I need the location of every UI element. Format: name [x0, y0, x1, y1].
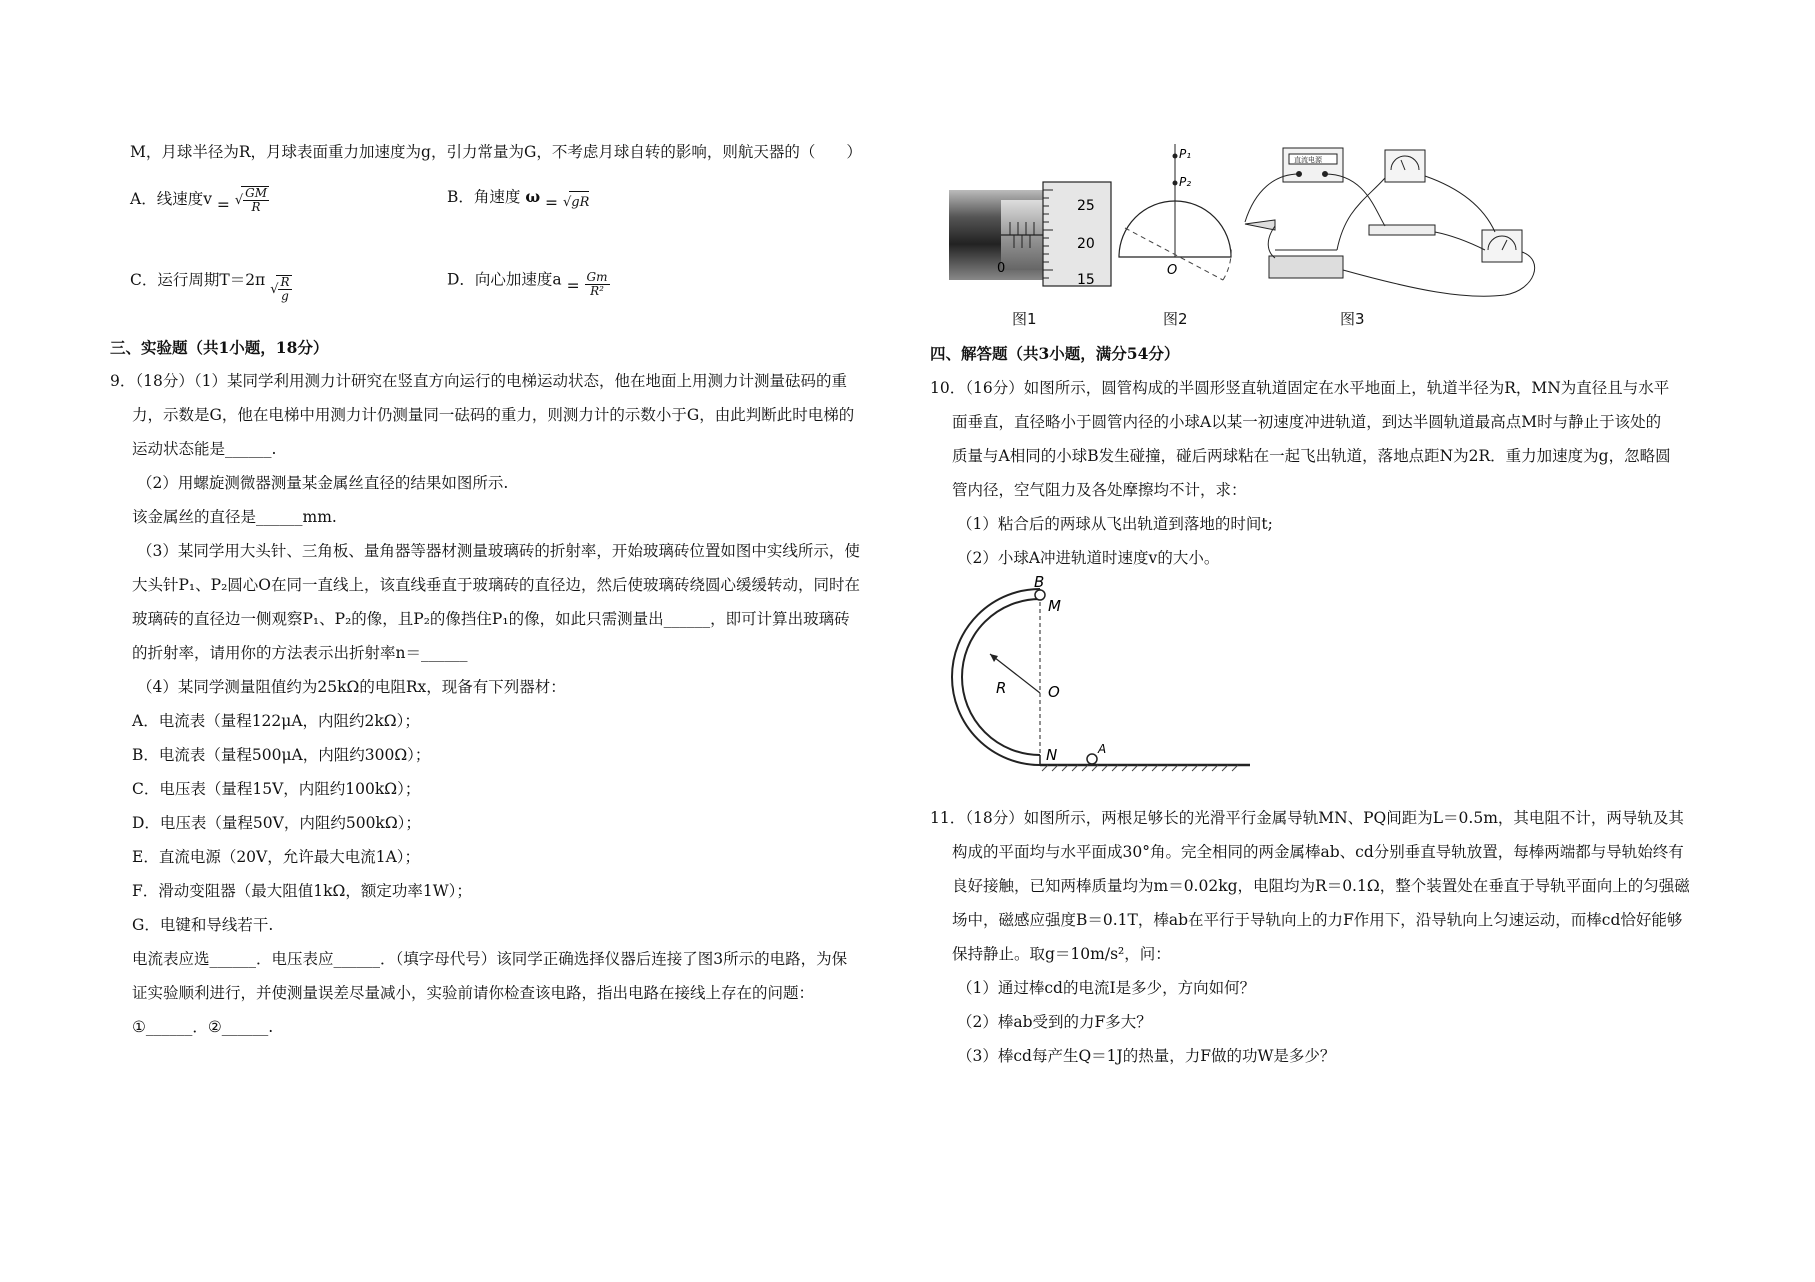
section-4-heading: 四、解答题（共3小题，满分54分） [930, 344, 1180, 363]
option-b-radicand: gR [569, 191, 589, 214]
q11-line-7: （2）棒ab受到的力F多大？ [957, 1013, 1152, 1031]
option-c-sqrt: √ $\frac{R}{g}$ [270, 275, 290, 303]
q9-line-20: ①______．②______. [132, 1018, 274, 1036]
q11-line-2: 构成的平面均与水平面成30°角。完全相同的两金属棒ab、cd分别垂直导轨放置，每棒两端都与导轨始终有 [952, 843, 1684, 861]
option-b-omega: ω [525, 187, 541, 206]
figure-2-caption: 图2 [1163, 310, 1188, 328]
ball-a [1087, 754, 1097, 764]
label-a: A [1098, 742, 1107, 756]
track-inner-wall [962, 599, 1040, 755]
q9-line-8: 玻璃砖的直径边一侧观察P₁、P₂的像，且P₂的像挡住P₁的像，如此只需测量出______，即可计算出玻璃砖 [132, 610, 850, 628]
micrometer-label-0: 0 [997, 261, 1006, 276]
q9-item-e: E．直流电源（20V，允许最大电流1A）； [132, 848, 421, 866]
q10-line-5: （1）粘合后的两球从飞出轨道到落地的时间t; [957, 515, 1273, 533]
q9-line-19: 证实验顺利进行，并使测量误差尽量减小，实验前请你检查该电路，指出电路在接线上存在的问题： [132, 984, 815, 1002]
micrometer-label-20: 20 [1077, 236, 1095, 252]
question-8-stem-end: M，月球半径为R，月球表面重力加速度为g，引力常量为G，不考虑月球自转的影响，则航天器的（ ） [130, 143, 862, 161]
voltmeter [1482, 230, 1522, 262]
ball-b [1035, 590, 1045, 600]
option-b-label: B．角速度 [447, 188, 521, 206]
label-r: R [996, 679, 1007, 697]
q11-line-3: 良好接触，已知两棒质量均为m＝0.02kg，电阻均为R＝0.1Ω，整个装置处在垂直于导轨平面向上的匀强磁 [952, 877, 1690, 895]
q10-line-4: 管内径，空气阻力及各处摩擦均不计，求： [952, 481, 1247, 499]
q9-line-18: 电流表应选______．电压表应______．（填字母代号）该同学正确选择仪器后连接了图3所示的电路，为保 [132, 950, 848, 968]
experiment-figures [945, 140, 1785, 330]
option-a-numerator: GM [245, 186, 267, 200]
q9-line-4: （2）用螺旋测微器测量某金属丝直径的结果如图所示. [137, 474, 509, 492]
q9-line-3: 运动状态能是______. [132, 440, 277, 458]
dc-power-supply [1283, 148, 1343, 182]
rheostat [1269, 256, 1343, 278]
label-m: M [1048, 597, 1061, 615]
q9-item-d: D．电压表（量程50V，内阻约500kΩ）； [132, 814, 421, 832]
q9-line-9: 的折射率，请用你的方法表示出折射率n＝______ [132, 644, 468, 662]
q9-item-a: A．电流表（量程122μA，内阻约2kΩ）； [132, 712, 420, 730]
pin-p2-label: P₂ [1179, 175, 1192, 189]
center-o-label: O [1167, 263, 1178, 278]
q10-line-2: 面垂直，直径略小于圆管内径的小球A以某一初速度冲进轨道，到达半圆轨道最高点M时与静止于该处的 [952, 413, 1662, 431]
label-o: O [1048, 683, 1060, 701]
micrometer-label-15: 15 [1077, 272, 1095, 288]
q9-line-5: 该金属丝的直径是______mm. [132, 508, 337, 526]
q9-line-10: （4）某同学测量阻值约为25kΩ的电阻Rx，现备有下列器材： [137, 678, 566, 696]
ammeter [1385, 150, 1425, 182]
option-d [447, 267, 610, 298]
option-d-denominator: R² [590, 284, 604, 298]
q9-line-7: 大头针P₁、P₂圆心O在同一直线上，该直线垂直于玻璃砖的直径边，然后使玻璃砖绕圆心缓缓转动，同时在 [132, 576, 860, 594]
option-b-sqrt: √gR [563, 191, 589, 214]
semicircle-track-figure [950, 575, 1250, 790]
option-a [130, 186, 269, 214]
option-b [447, 186, 589, 210]
q9-item-c: C．电压表（量程15V，内阻约100kΩ）； [132, 780, 421, 798]
label-b: B [1034, 575, 1045, 591]
option-a-sqrt: √ $\frac{GM}{R}$ [234, 186, 267, 214]
label-n: N [1046, 746, 1058, 764]
figure-1-caption: 图1 [1012, 310, 1037, 328]
q11-line-4: 场中，磁感应强度B＝0.1T，棒ab在平行于导轨向上的力F作用下，沿导轨向上匀速运动，而棒cd恰好能够 [952, 911, 1683, 929]
micrometer-figure [949, 182, 1111, 288]
q9-item-f: F．滑动变阻器（最大阻值1kΩ，额定功率1W）； [132, 882, 472, 900]
option-d-numerator: Gm [586, 270, 608, 284]
semicircle-glass-figure [1119, 144, 1231, 280]
option-a-label: A．线速度v [130, 190, 212, 208]
q11-line-1: 11．（18分）如图所示，两根足够长的光滑平行金属导轨MN、PQ间距为L＝0.5m，其电阻不计，两导轨及其 [930, 809, 1684, 827]
option-d-label: D．向心加速度a [447, 270, 562, 289]
q9-item-g: G．电键和导线若干. [132, 916, 274, 934]
track-outer-wall [952, 589, 1040, 765]
q11-line-5: 保持静止。取g＝10m/s²，问： [952, 945, 1171, 963]
option-a-denominator: R [251, 200, 261, 214]
q11-line-6: （1）通过棒cd的电流I是多少，方向如何？ [957, 979, 1256, 997]
option-c-label: C．运行周期T＝2π [130, 271, 266, 289]
option-c-numerator: R [280, 275, 290, 289]
resistor-rx [1369, 225, 1435, 235]
circuit-figure [1245, 148, 1535, 296]
option-c [130, 267, 292, 303]
q10-line-3: 质量与A相同的小球B发生碰撞，碰后两球粘在一起飞出轨道，落地点距N为2R．重力加速度为g，忽略圆 [952, 447, 1671, 465]
power-supply-label: 直流电源 [1294, 156, 1322, 164]
q9-line-6: （3）某同学用大头针、三角板、量角器等器材测量玻璃砖的折射率，开始玻璃砖位置如图中实线所示，使 [137, 542, 860, 560]
pin-p1-label: P₁ [1179, 147, 1192, 161]
q9-item-b: B．电流表（量程500μA，内阻约300Ω）； [132, 746, 431, 764]
option-d-equals: = [566, 276, 580, 295]
q9-line-2: 力，示数是G，他在电梯中用测力计仍测量同一砝码的重力，则测力计的示数小于G，由此判断此时电梯的 [132, 406, 855, 424]
q9-line-1: 9．（18分）（1）某同学利用测力计研究在竖直方向运行的电梯运动状态，他在地面上用测力计测量砝码的重 [110, 372, 847, 390]
micrometer-label-25: 25 [1077, 198, 1095, 214]
figure-3-caption: 图3 [1340, 310, 1365, 328]
q10-line-6: （2）小球A冲进轨道时速度v的大小。 [957, 549, 1220, 567]
q10-line-1: 10．（16分）如图所示，圆管构成的半圆形竖直轨道固定在水平地面上，轨道半径为R，MN为直径且与水平 [930, 379, 1670, 397]
section-3-heading: 三、实验题（共1小题，18分） [110, 338, 329, 357]
q11-line-8: （3）棒cd每产生Q＝1J的热量，力F做的功W是多少？ [957, 1047, 1336, 1065]
option-d-fraction [585, 271, 610, 298]
switch [1245, 220, 1275, 230]
option-c-denominator: g [281, 289, 289, 303]
option-a-equals: = [216, 196, 230, 214]
option-b-equals: = [545, 194, 559, 212]
